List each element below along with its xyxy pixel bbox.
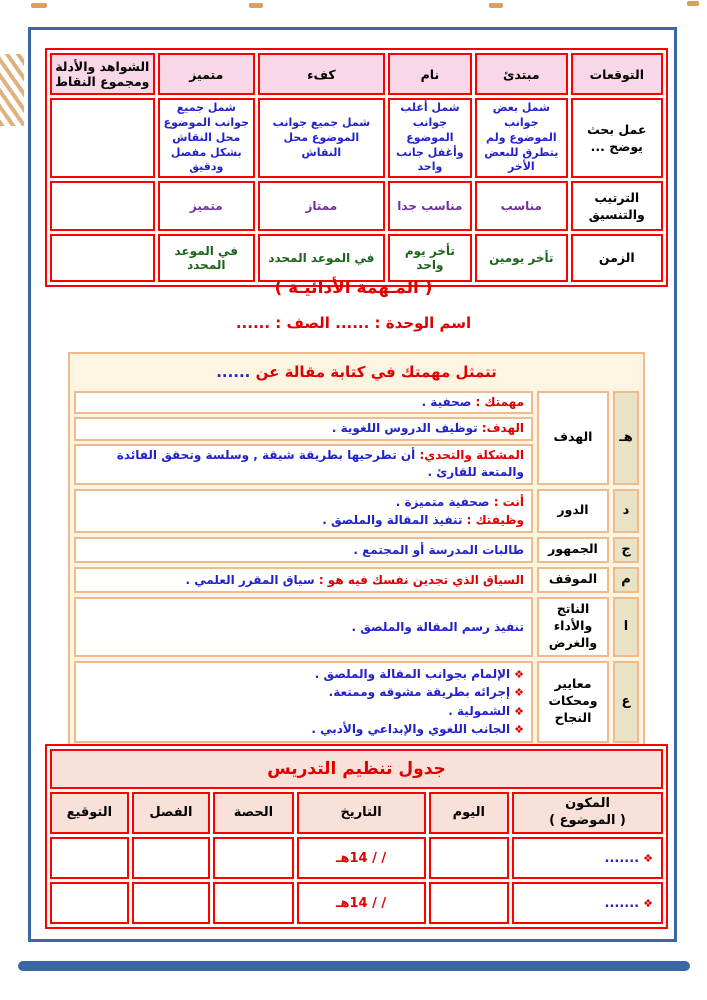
rubric-cell: تأخر يومين — [475, 234, 567, 282]
schedule-table — [45, 744, 668, 929]
line-label: المشكلة والتحدي: — [419, 447, 524, 462]
diamond-bullet-icon: ❖ — [514, 667, 524, 681]
grasp-content — [74, 567, 533, 593]
schedule-header-period: الحصة — [213, 792, 294, 834]
rubric-cell: في الموعد المحدد — [258, 234, 385, 282]
schedule-period-cell — [213, 882, 294, 924]
rubric-header-competent: كفء — [258, 53, 385, 95]
component-dots: ....... — [604, 895, 640, 911]
schedule-title: جدول تنظيم التدريس — [50, 749, 663, 789]
grasp-row-product — [74, 597, 639, 657]
schedule-date-cell: / / 14هـ — [297, 882, 426, 924]
schedule-day-cell — [429, 882, 510, 924]
schedule-header-signature: التوقيع — [50, 792, 129, 834]
grasp-row-situation — [74, 567, 639, 593]
header-line: ( الموضوع ) — [549, 813, 626, 828]
line-text: صحفية . — [421, 395, 476, 409]
decor-dash — [687, 1, 699, 6]
schedule-class-cell — [132, 837, 211, 879]
grasp-content — [74, 661, 533, 743]
rubric-header-distinguished: متميز — [158, 53, 255, 95]
grasp-letter: ا — [613, 597, 639, 657]
grasp-line — [74, 444, 533, 485]
grasp-label: الجمهور — [537, 537, 609, 563]
grasp-line — [83, 511, 524, 529]
grasp-label: معايير ومحكات النجاح — [537, 661, 609, 743]
line-text: أن تطرحيها بطريقة شيقة , وسلسة وتحقق الفائدة والمتعة للقارئ . — [116, 447, 524, 480]
unit-name-line: اسم الوحدة : ...... الصف : ...... — [235, 314, 472, 332]
rubric-cell: مناسب — [475, 181, 567, 231]
rubric-cell: شمل جميع جوانب الموضوع محل النقاش — [258, 98, 385, 178]
grasp-line — [83, 493, 524, 511]
grasp-title — [74, 358, 639, 387]
line-label: أنت : — [493, 494, 524, 509]
rubric-row-label: الزمن — [571, 234, 663, 282]
line-text: الجانب اللغوي والإبداعي والأدبي . — [311, 722, 511, 737]
diamond-bullet-icon: ❖ — [514, 686, 524, 700]
rubric-table — [45, 48, 668, 287]
rubric-row-label: عمل بحث يوضح ... — [571, 98, 663, 178]
schedule-day-cell — [429, 837, 510, 879]
schedule-data-row — [50, 837, 663, 879]
schedule-data-row — [50, 882, 663, 924]
grasp-bullet-line — [83, 665, 524, 684]
schedule-signature-cell — [50, 882, 129, 924]
rubric-header-row — [50, 53, 663, 95]
rubric-cell: تأخر يوم واحد — [388, 234, 472, 282]
grasp-bullet-line — [83, 702, 524, 721]
line-label: مهمتك : — [475, 395, 524, 409]
rubric-header-evidence: الشواهد والأدلة ومجموع النقاط — [50, 53, 155, 95]
line-text: صحفية متميزة . — [395, 494, 494, 509]
rubric-header-beginner: مبتدئ — [475, 53, 567, 95]
grasp-row-goal — [74, 391, 639, 485]
grasp-bullet-line — [83, 683, 524, 702]
schedule-header-class: الفصل — [132, 792, 211, 834]
grasp-row-role — [74, 489, 639, 533]
grasp-content — [74, 391, 533, 485]
grasp-title-text: تتمثل مهمتك في كتابة مقالة عن — [255, 363, 497, 381]
decor-dash — [489, 3, 503, 8]
rubric-cell: في الموعد المحدد — [158, 234, 255, 282]
diamond-bullet-icon: ❖ — [514, 704, 524, 718]
line-text: تنفيذ المقالة والملصق . — [322, 512, 467, 527]
performance-task-heading: ( المـهمة الأدائيـة ) — [274, 278, 433, 298]
line-label: السياق الذي تجدين نفسك فيه هو : — [318, 572, 524, 587]
schedule-header-date: التاريخ — [297, 792, 426, 834]
grasp-content — [74, 489, 533, 533]
line-text: طالبات المدرسة أو المجتمع . — [353, 542, 524, 557]
grasp-label: الهدف — [537, 391, 609, 485]
schedule-header-row — [50, 792, 663, 834]
decor-dash — [249, 3, 263, 8]
grasp-letter: د — [613, 489, 639, 533]
schedule-date-cell: / / 14هـ — [297, 837, 426, 879]
rubric-evidence-blank — [50, 98, 155, 178]
schedule-component-cell — [512, 837, 663, 879]
line-text: الشمولية . — [448, 703, 511, 718]
rubric-header-expectations: التوقعات — [571, 53, 663, 95]
grasp-bullet-line — [83, 720, 524, 739]
schedule-header-day: اليوم — [429, 792, 510, 834]
line-text: سياق المقرر العلمي . — [185, 572, 319, 587]
grasp-table — [68, 352, 645, 749]
rubric-evidence-blank — [50, 181, 155, 231]
schedule-title-row — [50, 749, 663, 789]
line-text: إجرائه بطريقة مشوقه وممتعة. — [328, 685, 511, 700]
grasp-title-row — [74, 358, 639, 387]
grasp-label: الموقف — [537, 567, 609, 593]
rubric-cell: شمل بعض جوانب الموضوع ولم يتطرق للبعض الأخر — [475, 98, 567, 178]
diamond-bullet-icon: ❖ — [643, 896, 653, 910]
grasp-row-criteria — [74, 661, 639, 743]
rubric-header-developing: نام — [388, 53, 472, 95]
line-text: الإلمام بجوانب المقالة والملصق . — [314, 666, 511, 681]
schedule-header-component — [512, 792, 663, 834]
rubric-row-research — [50, 98, 663, 178]
schedule-component-cell — [512, 882, 663, 924]
component-dots: ....... — [604, 850, 640, 866]
rubric-cell: شمل جميع جوانب الموضوع محل النقاش بشكل مفصل ودقيق — [158, 98, 255, 178]
rubric-row-label: الترتيب والتنسيق — [571, 181, 663, 231]
rubric-cell: شمل أغلب جوانب الموضوع وأغفل جانب واحد — [388, 98, 472, 178]
line-label: وظيفتك : — [466, 512, 524, 527]
schedule-period-cell — [213, 837, 294, 879]
diamond-bullet-icon: ❖ — [514, 723, 524, 737]
diamond-bullet-icon: ❖ — [643, 851, 653, 865]
grasp-letter: م — [613, 567, 639, 593]
line-label: الهدف: — [481, 421, 524, 436]
grasp-letter: ج — [613, 537, 639, 563]
grasp-letter: ع — [613, 661, 639, 743]
grasp-content — [74, 537, 533, 563]
grasp-letter: هـ — [613, 391, 639, 485]
rubric-row-formatting — [50, 181, 663, 231]
grasp-label: الناتج والأداء والغرض — [537, 597, 609, 657]
schedule-class-cell — [132, 882, 211, 924]
grasp-label: الدور — [537, 489, 609, 533]
rubric-row-time — [50, 234, 663, 282]
line-text: تنفيذ رسم المقالة والملصق . — [351, 619, 524, 634]
header-line: المكون — [565, 796, 610, 812]
grasp-row-audience — [74, 537, 639, 563]
decor-corner-stripes — [0, 54, 24, 126]
grasp-line — [74, 391, 533, 414]
rubric-cell: ممتاز — [258, 181, 385, 231]
rubric-cell: مناسب جدا — [388, 181, 472, 231]
rubric-cell: متميز — [158, 181, 255, 231]
decor-dash — [31, 3, 47, 8]
rubric-evidence-blank — [50, 234, 155, 282]
grasp-title-dots: ...... — [216, 363, 251, 381]
grasp-content — [74, 597, 533, 657]
line-text: توظيف الدروس اللغوية . — [331, 421, 482, 436]
schedule-signature-cell — [50, 837, 129, 879]
page-bottom-rule — [18, 961, 690, 971]
grasp-line — [74, 417, 533, 440]
